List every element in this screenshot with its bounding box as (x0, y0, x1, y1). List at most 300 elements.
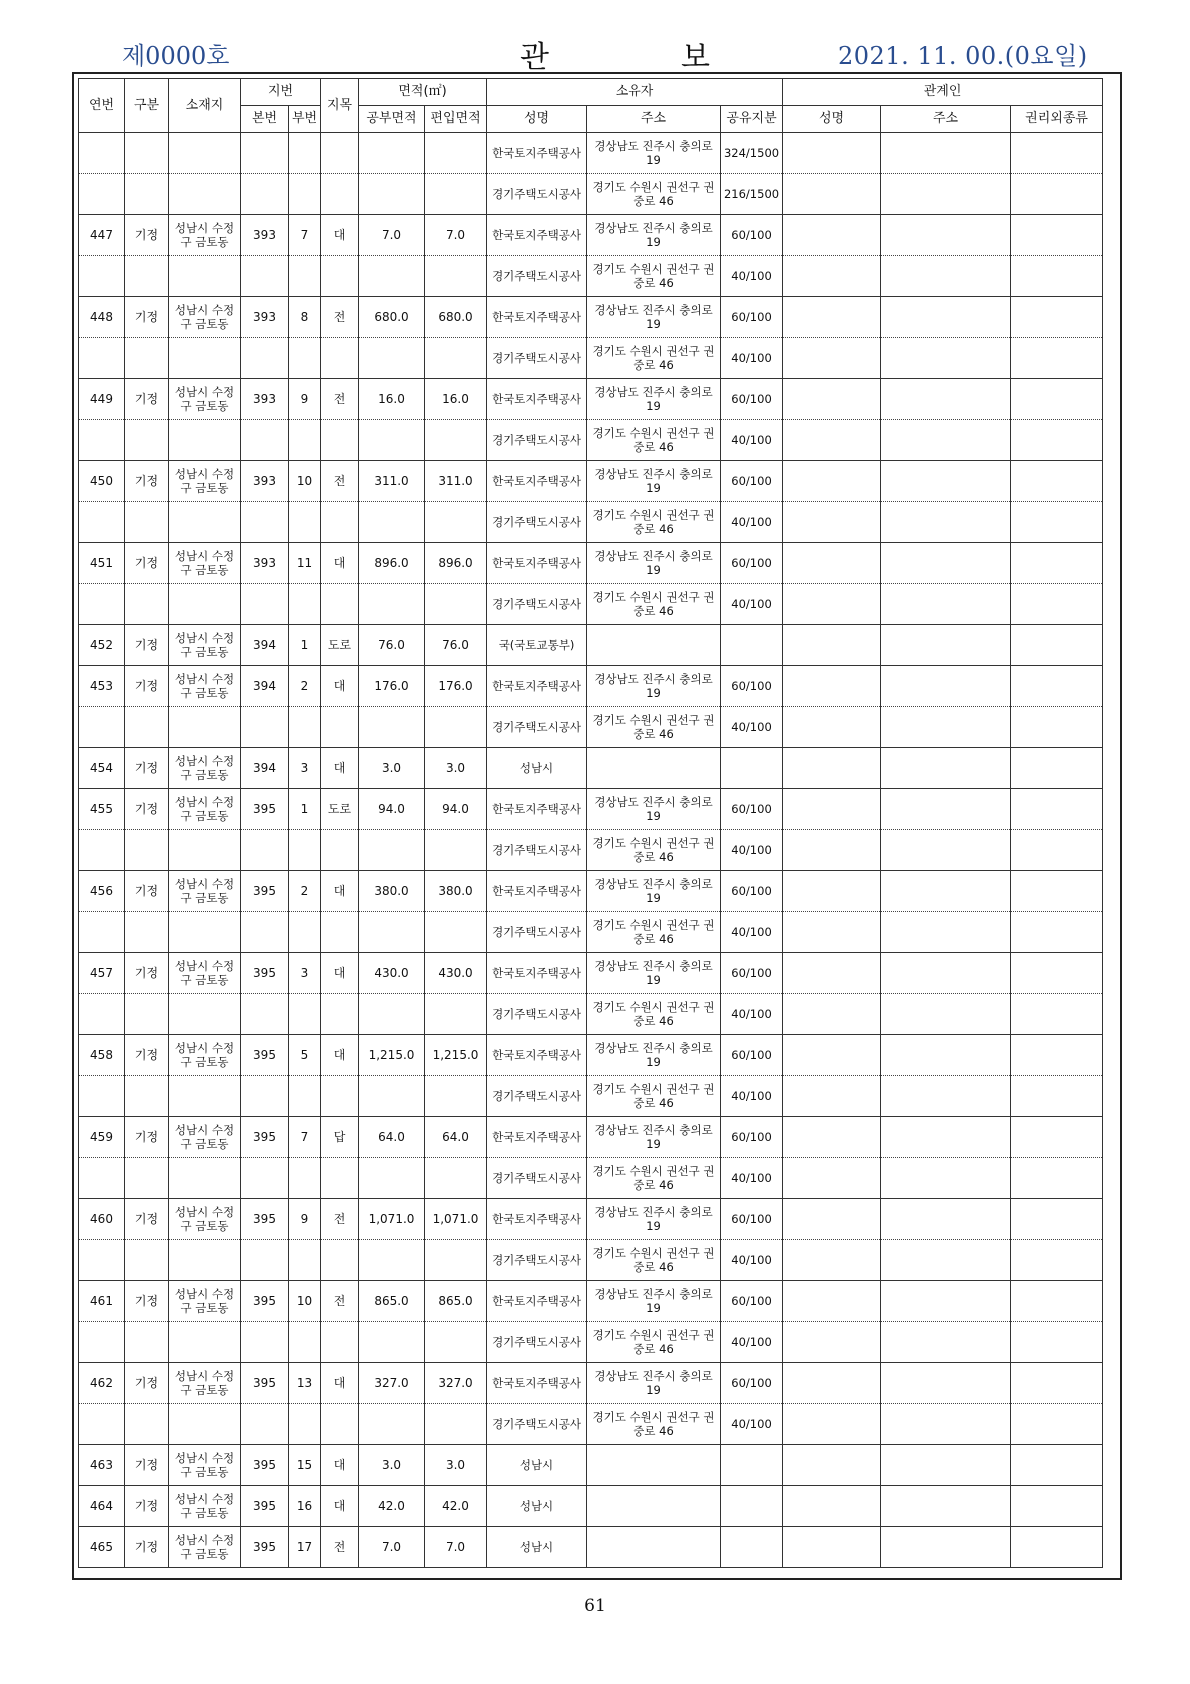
row-owner-name: 성남시 (487, 1445, 587, 1486)
row-related-name (783, 748, 881, 789)
row-area-public: 16.0 (359, 379, 425, 420)
header-land-type: 지목 (321, 79, 359, 133)
row-land-type: 대 (321, 1486, 359, 1527)
row-related-address (881, 1445, 1011, 1486)
gazette-title (520, 32, 710, 76)
row-seq: 462 (79, 1363, 125, 1404)
row-related-address (881, 830, 1011, 871)
row-lot-main: 395 (241, 789, 289, 830)
row-related-address (881, 379, 1011, 420)
row-related-address (881, 994, 1011, 1035)
row-related-right (1011, 174, 1103, 215)
row-related-name (783, 1199, 881, 1240)
row-land-type (321, 584, 359, 625)
row-seq: 449 (79, 379, 125, 420)
row-owner-name: 경기주택도시공사 (487, 174, 587, 215)
row-related-right (1011, 420, 1103, 461)
row-location: 성남시 수정구 금토동 (169, 1199, 241, 1240)
row-related-right (1011, 338, 1103, 379)
table-row (79, 1035, 1103, 1076)
row-area-included: 76.0 (425, 625, 487, 666)
row-category (125, 420, 169, 461)
table-row (79, 912, 1103, 953)
header-location: 소재지 (169, 79, 241, 133)
row-seq (79, 256, 125, 297)
row-seq: 459 (79, 1117, 125, 1158)
row-owner-address (587, 1445, 721, 1486)
header-lot-sub: 부번 (289, 106, 321, 133)
row-area-public: 896.0 (359, 543, 425, 584)
row-category (125, 994, 169, 1035)
row-land-type: 전 (321, 1527, 359, 1568)
row-lot-sub: 1 (289, 789, 321, 830)
row-seq: 451 (79, 543, 125, 584)
row-owner-name: 한국토지주택공사 (487, 133, 587, 174)
table-row (79, 379, 1103, 420)
row-owner-share: 60/100 (721, 543, 783, 584)
row-related-name (783, 502, 881, 543)
table-row (79, 1527, 1103, 1568)
row-location: 성남시 수정구 금토동 (169, 1527, 241, 1568)
row-area-public: 680.0 (359, 297, 425, 338)
row-related-address (881, 543, 1011, 584)
row-seq (79, 1076, 125, 1117)
row-category: 기정 (125, 1199, 169, 1240)
row-related-name (783, 625, 881, 666)
row-area-public: 176.0 (359, 666, 425, 707)
row-related-address (881, 953, 1011, 994)
table-row (79, 625, 1103, 666)
row-owner-address: 경기도 수원시 권선구 권중로 46 (587, 174, 721, 215)
row-owner-address: 경기도 수원시 권선구 권중로 46 (587, 912, 721, 953)
row-land-type (321, 994, 359, 1035)
row-lot-sub (289, 420, 321, 461)
issue-date: 2021. 11. 00.(0요일) (838, 42, 1088, 70)
row-owner-address: 경상남도 진주시 충의로 19 (587, 1035, 721, 1076)
row-related-name (783, 912, 881, 953)
row-related-address (881, 584, 1011, 625)
row-owner-address: 경상남도 진주시 충의로 19 (587, 953, 721, 994)
row-related-address (881, 625, 1011, 666)
row-related-address (881, 1404, 1011, 1445)
row-location (169, 1076, 241, 1117)
row-lot-sub (289, 994, 321, 1035)
row-location: 성남시 수정구 금토동 (169, 379, 241, 420)
row-owner-share (721, 625, 783, 666)
row-area-included: 3.0 (425, 1445, 487, 1486)
row-owner-name: 한국토지주택공사 (487, 1199, 587, 1240)
row-related-name (783, 1281, 881, 1322)
row-owner-share: 60/100 (721, 1281, 783, 1322)
row-area-included (425, 584, 487, 625)
row-related-right (1011, 748, 1103, 789)
row-location (169, 584, 241, 625)
row-land-type: 전 (321, 379, 359, 420)
row-owner-share: 60/100 (721, 215, 783, 256)
row-related-name (783, 543, 881, 584)
header-area-included: 편입면적 (425, 106, 487, 133)
table-row (79, 1240, 1103, 1281)
row-land-type (321, 830, 359, 871)
header-lot: 지번 (241, 79, 321, 106)
row-area-included (425, 912, 487, 953)
row-related-address (881, 133, 1011, 174)
row-land-type: 대 (321, 953, 359, 994)
row-owner-share: 40/100 (721, 830, 783, 871)
row-owner-address: 경상남도 진주시 충의로 19 (587, 379, 721, 420)
row-lot-sub: 3 (289, 953, 321, 994)
row-related-name (783, 215, 881, 256)
row-category: 기정 (125, 666, 169, 707)
row-related-name (783, 707, 881, 748)
row-land-type: 전 (321, 1281, 359, 1322)
row-area-included: 327.0 (425, 1363, 487, 1404)
row-owner-address: 경기도 수원시 권선구 권중로 46 (587, 1240, 721, 1281)
row-category: 기정 (125, 461, 169, 502)
row-lot-main: 393 (241, 379, 289, 420)
row-area-included (425, 502, 487, 543)
row-owner-address: 경상남도 진주시 충의로 19 (587, 133, 721, 174)
row-related-address (881, 789, 1011, 830)
row-owner-share: 60/100 (721, 789, 783, 830)
row-category: 기정 (125, 871, 169, 912)
row-owner-name: 한국토지주택공사 (487, 1281, 587, 1322)
table-row (79, 1158, 1103, 1199)
row-related-address (881, 338, 1011, 379)
row-owner-address: 경기도 수원시 권선구 권중로 46 (587, 830, 721, 871)
row-lot-main (241, 1076, 289, 1117)
row-category (125, 912, 169, 953)
row-category: 기정 (125, 1486, 169, 1527)
row-related-name (783, 871, 881, 912)
row-seq: 453 (79, 666, 125, 707)
row-related-name (783, 133, 881, 174)
row-related-name (783, 1445, 881, 1486)
row-lot-main: 395 (241, 1117, 289, 1158)
row-location (169, 1240, 241, 1281)
row-land-type (321, 256, 359, 297)
row-category: 기정 (125, 1363, 169, 1404)
row-owner-name: 한국토지주택공사 (487, 215, 587, 256)
row-related-address (881, 1199, 1011, 1240)
row-owner-address (587, 1527, 721, 1568)
table-row (79, 830, 1103, 871)
table-row (79, 1322, 1103, 1363)
row-area-public: 7.0 (359, 215, 425, 256)
row-land-type (321, 133, 359, 174)
row-seq: 450 (79, 461, 125, 502)
row-related-name (783, 789, 881, 830)
row-owner-share (721, 1486, 783, 1527)
row-seq (79, 1158, 125, 1199)
row-lot-main: 395 (241, 1363, 289, 1404)
row-related-right (1011, 1527, 1103, 1568)
row-lot-sub: 13 (289, 1363, 321, 1404)
row-related-address (881, 1322, 1011, 1363)
row-lot-sub: 1 (289, 625, 321, 666)
row-category: 기정 (125, 1527, 169, 1568)
row-owner-name: 한국토지주택공사 (487, 461, 587, 502)
row-owner-share: 40/100 (721, 338, 783, 379)
header-related: 관계인 (783, 79, 1103, 106)
row-owner-share: 60/100 (721, 953, 783, 994)
row-seq (79, 912, 125, 953)
row-related-name (783, 953, 881, 994)
row-related-name (783, 338, 881, 379)
row-lot-main (241, 174, 289, 215)
row-land-type: 대 (321, 215, 359, 256)
row-lot-main: 394 (241, 748, 289, 789)
row-area-included: 176.0 (425, 666, 487, 707)
row-related-right (1011, 256, 1103, 297)
row-lot-main: 393 (241, 215, 289, 256)
table-row (79, 666, 1103, 707)
row-owner-share: 60/100 (721, 1199, 783, 1240)
row-land-type (321, 1322, 359, 1363)
row-lot-main (241, 584, 289, 625)
row-area-included (425, 174, 487, 215)
row-lot-main (241, 994, 289, 1035)
row-related-name (783, 297, 881, 338)
row-related-right (1011, 1445, 1103, 1486)
row-owner-address: 경상남도 진주시 충의로 19 (587, 871, 721, 912)
row-related-right (1011, 625, 1103, 666)
row-owner-name: 경기주택도시공사 (487, 502, 587, 543)
row-lot-main: 395 (241, 1445, 289, 1486)
row-owner-address (587, 1486, 721, 1527)
row-seq (79, 133, 125, 174)
row-location: 성남시 수정구 금토동 (169, 1035, 241, 1076)
row-category: 기정 (125, 1281, 169, 1322)
row-related-address (881, 912, 1011, 953)
row-related-right (1011, 379, 1103, 420)
row-area-included: 380.0 (425, 871, 487, 912)
row-lot-main: 394 (241, 625, 289, 666)
row-category (125, 1404, 169, 1445)
row-category (125, 174, 169, 215)
row-lot-main: 393 (241, 297, 289, 338)
row-area-public: 430.0 (359, 953, 425, 994)
row-land-type (321, 912, 359, 953)
row-lot-main (241, 338, 289, 379)
row-area-included (425, 1158, 487, 1199)
row-related-name (783, 1527, 881, 1568)
row-land-type (321, 1158, 359, 1199)
row-category: 기정 (125, 1035, 169, 1076)
row-owner-name: 경기주택도시공사 (487, 912, 587, 953)
row-related-address (881, 420, 1011, 461)
gazette-title-char: 보 (681, 40, 710, 75)
row-related-name (783, 420, 881, 461)
row-area-included (425, 1076, 487, 1117)
row-land-type (321, 1076, 359, 1117)
row-lot-sub (289, 338, 321, 379)
row-owner-address: 경상남도 진주시 충의로 19 (587, 215, 721, 256)
row-land-type: 도로 (321, 625, 359, 666)
row-owner-address: 경기도 수원시 권선구 권중로 46 (587, 707, 721, 748)
row-area-public (359, 420, 425, 461)
row-related-address (881, 297, 1011, 338)
row-area-included (425, 1322, 487, 1363)
header-seq: 연번 (79, 79, 125, 133)
row-area-public: 311.0 (359, 461, 425, 502)
row-seq (79, 830, 125, 871)
row-related-address (881, 1035, 1011, 1076)
header-area: 면적(㎡) (359, 79, 487, 106)
row-land-type: 답 (321, 1117, 359, 1158)
row-lot-sub (289, 1404, 321, 1445)
row-lot-sub: 2 (289, 666, 321, 707)
row-seq (79, 502, 125, 543)
row-owner-address: 경상남도 진주시 충의로 19 (587, 666, 721, 707)
row-related-right (1011, 1404, 1103, 1445)
row-owner-share (721, 1527, 783, 1568)
row-related-right (1011, 871, 1103, 912)
row-related-name (783, 1158, 881, 1199)
row-location: 성남시 수정구 금토동 (169, 1281, 241, 1322)
row-lot-main (241, 1404, 289, 1445)
row-lot-sub (289, 1322, 321, 1363)
row-location: 성남시 수정구 금토동 (169, 666, 241, 707)
row-area-public: 3.0 (359, 748, 425, 789)
row-area-included: 680.0 (425, 297, 487, 338)
row-area-public (359, 256, 425, 297)
row-land-type: 대 (321, 666, 359, 707)
row-owner-share (721, 1445, 783, 1486)
row-owner-name: 한국토지주택공사 (487, 666, 587, 707)
row-seq: 460 (79, 1199, 125, 1240)
row-location (169, 1322, 241, 1363)
row-owner-share: 40/100 (721, 1158, 783, 1199)
row-category (125, 1322, 169, 1363)
row-related-address (881, 1527, 1011, 1568)
row-related-name (783, 1486, 881, 1527)
row-related-right (1011, 994, 1103, 1035)
row-location (169, 1158, 241, 1199)
row-area-public (359, 133, 425, 174)
row-related-right (1011, 1199, 1103, 1240)
row-related-name (783, 256, 881, 297)
row-related-address (881, 1486, 1011, 1527)
row-owner-name: 경기주택도시공사 (487, 830, 587, 871)
table-row (79, 871, 1103, 912)
table-row (79, 994, 1103, 1035)
row-location (169, 1404, 241, 1445)
row-area-included (425, 256, 487, 297)
row-area-public: 380.0 (359, 871, 425, 912)
row-lot-sub: 2 (289, 871, 321, 912)
row-related-name (783, 174, 881, 215)
row-related-address (881, 502, 1011, 543)
row-lot-sub: 8 (289, 297, 321, 338)
row-owner-name: 경기주택도시공사 (487, 1158, 587, 1199)
row-related-name (783, 666, 881, 707)
row-owner-address: 경상남도 진주시 충의로 19 (587, 461, 721, 502)
row-area-public (359, 1158, 425, 1199)
row-related-right (1011, 215, 1103, 256)
row-owner-share: 60/100 (721, 1035, 783, 1076)
row-land-type (321, 502, 359, 543)
row-lot-sub: 17 (289, 1527, 321, 1568)
row-lot-main (241, 133, 289, 174)
row-owner-name: 경기주택도시공사 (487, 1240, 587, 1281)
row-owner-address: 경상남도 진주시 충의로 19 (587, 1117, 721, 1158)
row-lot-main: 393 (241, 543, 289, 584)
row-land-type: 대 (321, 1445, 359, 1486)
row-owner-address: 경상남도 진주시 충의로 19 (587, 1363, 721, 1404)
page-header (0, 34, 1190, 74)
row-land-type: 도로 (321, 789, 359, 830)
row-owner-address: 경기도 수원시 권선구 권중로 46 (587, 994, 721, 1035)
row-lot-main (241, 256, 289, 297)
header-owner-share: 공유지분 (721, 106, 783, 133)
row-owner-share: 60/100 (721, 297, 783, 338)
row-owner-share: 40/100 (721, 1322, 783, 1363)
table-row (79, 543, 1103, 584)
row-area-included: 1,071.0 (425, 1199, 487, 1240)
row-lot-sub: 7 (289, 215, 321, 256)
row-seq (79, 174, 125, 215)
row-related-right (1011, 543, 1103, 584)
page-number: 61 (584, 1596, 606, 1616)
gazette-title-char: 관 (520, 40, 549, 75)
row-owner-share: 40/100 (721, 912, 783, 953)
row-area-public (359, 994, 425, 1035)
row-related-right (1011, 1158, 1103, 1199)
table-row (79, 297, 1103, 338)
row-location (169, 502, 241, 543)
row-lot-sub: 9 (289, 379, 321, 420)
row-related-right (1011, 666, 1103, 707)
row-lot-sub (289, 502, 321, 543)
row-lot-main (241, 1240, 289, 1281)
row-owner-name: 경기주택도시공사 (487, 707, 587, 748)
row-category: 기정 (125, 1117, 169, 1158)
issue-number: 제0000호 (122, 42, 230, 70)
row-lot-main (241, 420, 289, 461)
row-seq: 452 (79, 625, 125, 666)
row-area-public (359, 707, 425, 748)
row-owner-name: 경기주택도시공사 (487, 338, 587, 379)
row-category (125, 256, 169, 297)
row-area-public (359, 1240, 425, 1281)
row-related-address (881, 256, 1011, 297)
row-land-type: 전 (321, 1199, 359, 1240)
row-owner-share: 40/100 (721, 1240, 783, 1281)
table-row (79, 1076, 1103, 1117)
row-lot-sub: 11 (289, 543, 321, 584)
row-seq: 454 (79, 748, 125, 789)
row-area-public: 1,071.0 (359, 1199, 425, 1240)
row-area-included (425, 338, 487, 379)
row-area-included (425, 707, 487, 748)
row-lot-main (241, 1158, 289, 1199)
row-lot-main: 395 (241, 1035, 289, 1076)
row-category: 기정 (125, 379, 169, 420)
row-category: 기정 (125, 748, 169, 789)
row-area-public (359, 830, 425, 871)
row-lot-sub (289, 1158, 321, 1199)
row-related-address (881, 1158, 1011, 1199)
row-related-name (783, 830, 881, 871)
row-seq: 455 (79, 789, 125, 830)
row-related-name (783, 1240, 881, 1281)
row-related-right (1011, 1035, 1103, 1076)
table-row (79, 707, 1103, 748)
row-related-address (881, 1281, 1011, 1322)
table-row (79, 1363, 1103, 1404)
row-seq: 447 (79, 215, 125, 256)
